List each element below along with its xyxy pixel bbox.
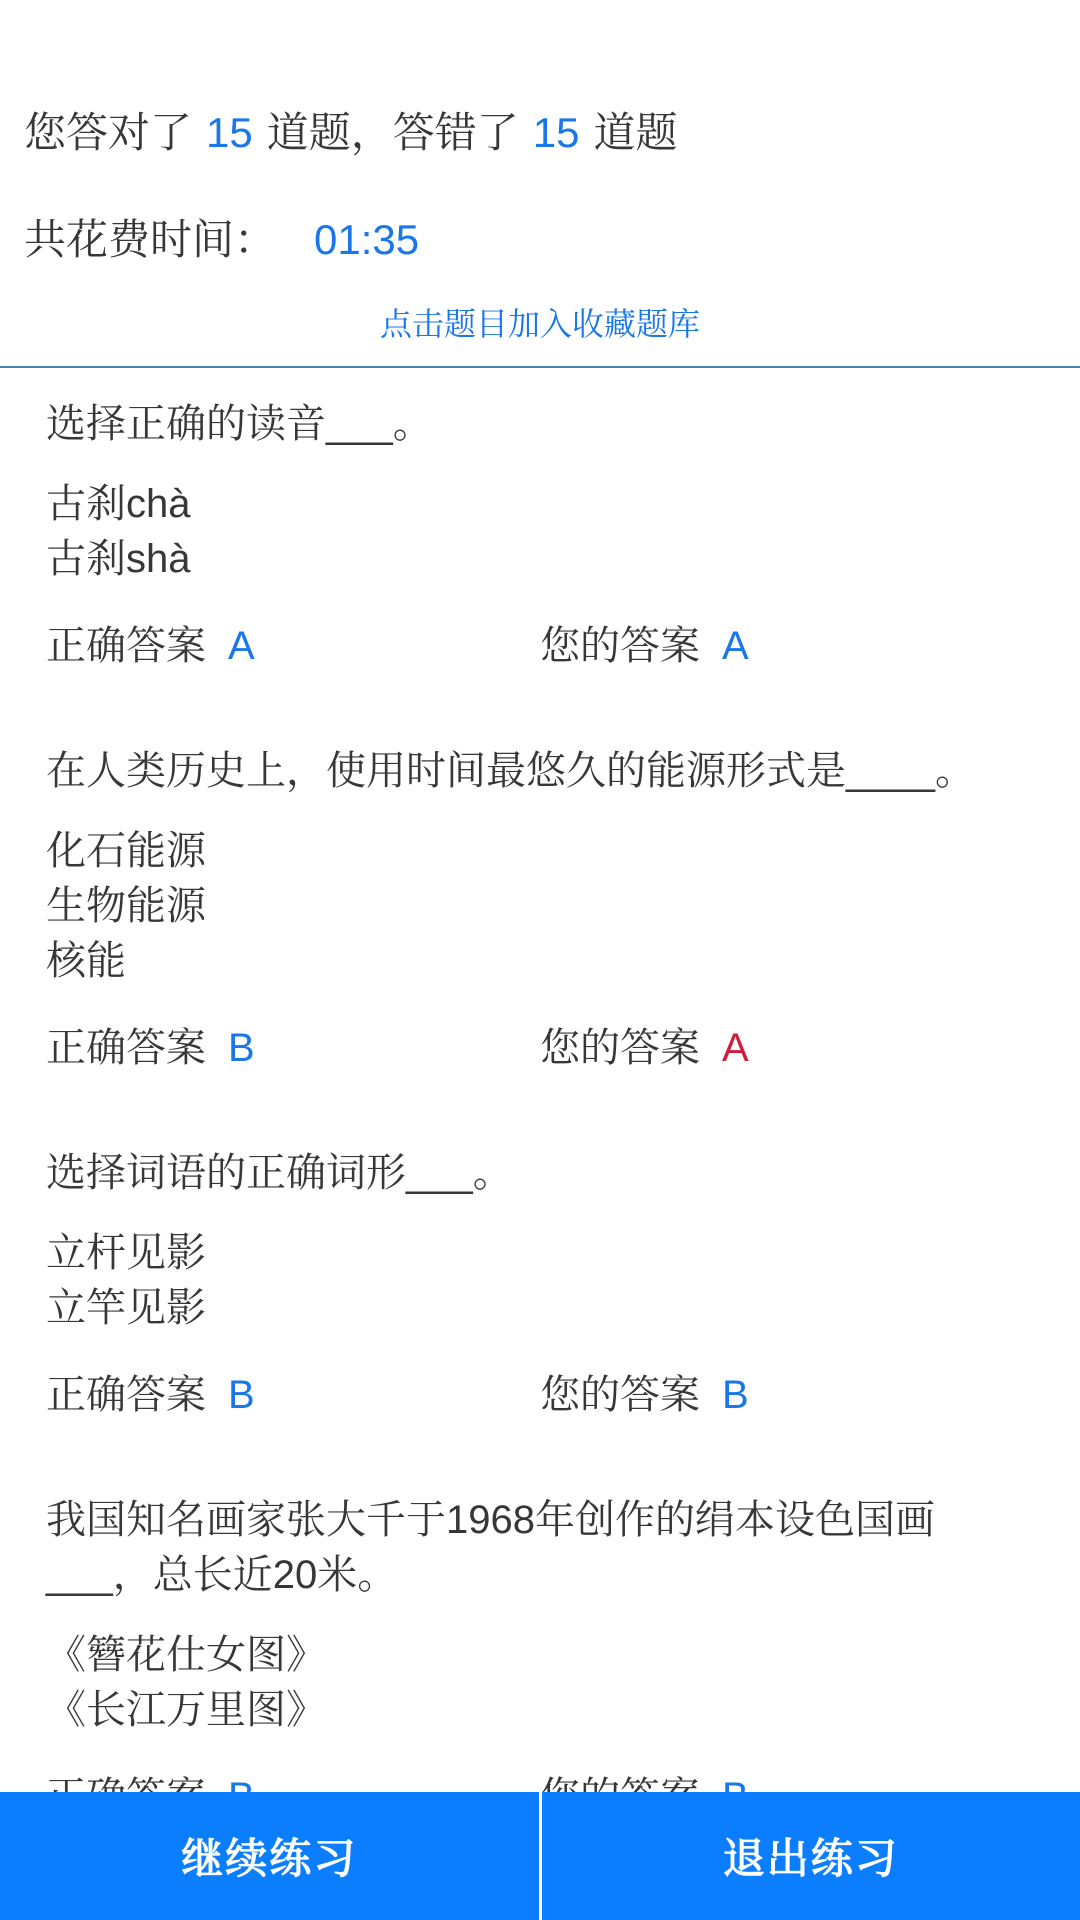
time-label: 共花费时间：	[24, 216, 277, 263]
time-value: 01:35	[314, 216, 420, 263]
question-text: 我国知名画家张大千于1968年创作的绢本设色国画___，总长近20米。	[46, 1498, 935, 1597]
question-text: 选择正确的读音___。	[46, 402, 433, 446]
question-item[interactable]	[46, 397, 1034, 674]
your-answer-group	[540, 1368, 749, 1423]
correct-answer-group	[46, 1021, 540, 1076]
score-summary-mid: 道题，答错了	[266, 109, 519, 156]
correct-answer-letter: B	[228, 1373, 255, 1417]
option-text: 化石能源	[46, 829, 206, 873]
correct-answer-group	[46, 1368, 540, 1423]
your-answer-group	[540, 619, 749, 674]
continue-button[interactable]: 继续练习	[181, 1835, 358, 1882]
option-list	[46, 1226, 1034, 1336]
answer-row	[46, 1368, 1034, 1423]
question-item[interactable]	[46, 744, 1034, 1076]
your-answer-label: 您的答案	[540, 624, 700, 668]
answer-row	[46, 619, 1034, 674]
your-answer-letter: A	[722, 624, 749, 668]
option-list	[46, 477, 1034, 587]
question-list	[0, 368, 1080, 1825]
option-text: 古刹chà	[46, 482, 191, 526]
score-summary-suffix: 道题	[593, 109, 678, 156]
correct-answer-label: 正确答案	[46, 624, 206, 668]
option-text: 生物能源	[46, 884, 206, 928]
option-list	[46, 1628, 1034, 1738]
wrong-count: 15	[532, 109, 580, 156]
option-text: 立竿见影	[46, 1286, 206, 1330]
option-text: 核能	[46, 939, 126, 983]
correct-answer-label: 正确答案	[46, 1026, 206, 1070]
favorite-hint-link[interactable]: 点击题目加入收藏题库	[379, 306, 700, 342]
correct-answer-letter: B	[228, 1026, 255, 1070]
your-answer-label: 您的答案	[540, 1373, 700, 1417]
option-text: 《长江万里图》	[46, 1688, 326, 1732]
question-text: 在人类历史上，使用时间最悠久的能源形式是____。	[46, 749, 975, 793]
question-text: 选择词语的正确词形___。	[46, 1151, 513, 1195]
option-text: 古刹shà	[46, 537, 191, 581]
correct-count: 15	[206, 109, 253, 156]
correct-answer-label: 正确答案	[46, 1373, 206, 1417]
correct-answer-letter: A	[228, 624, 255, 668]
your-answer-group	[540, 1021, 749, 1076]
bottom-bar	[0, 1792, 1080, 1920]
question-item[interactable]	[46, 1146, 1034, 1423]
score-summary	[24, 105, 1056, 161]
score-summary-prefix: 您答对了	[24, 109, 193, 156]
option-text: 立杆见影	[46, 1231, 206, 1275]
option-list	[46, 824, 1034, 989]
exit-button[interactable]: 退出练习	[722, 1835, 899, 1882]
your-answer-letter: B	[722, 1373, 749, 1417]
your-answer-letter: A	[722, 1026, 749, 1070]
time-row	[24, 212, 1056, 268]
your-answer-label: 您的答案	[540, 1026, 700, 1070]
result-header	[0, 0, 1080, 346]
correct-answer-group	[46, 619, 540, 674]
question-item[interactable]	[46, 1493, 1034, 1825]
answer-row	[46, 1021, 1034, 1076]
option-text: 《簪花仕女图》	[46, 1633, 326, 1677]
